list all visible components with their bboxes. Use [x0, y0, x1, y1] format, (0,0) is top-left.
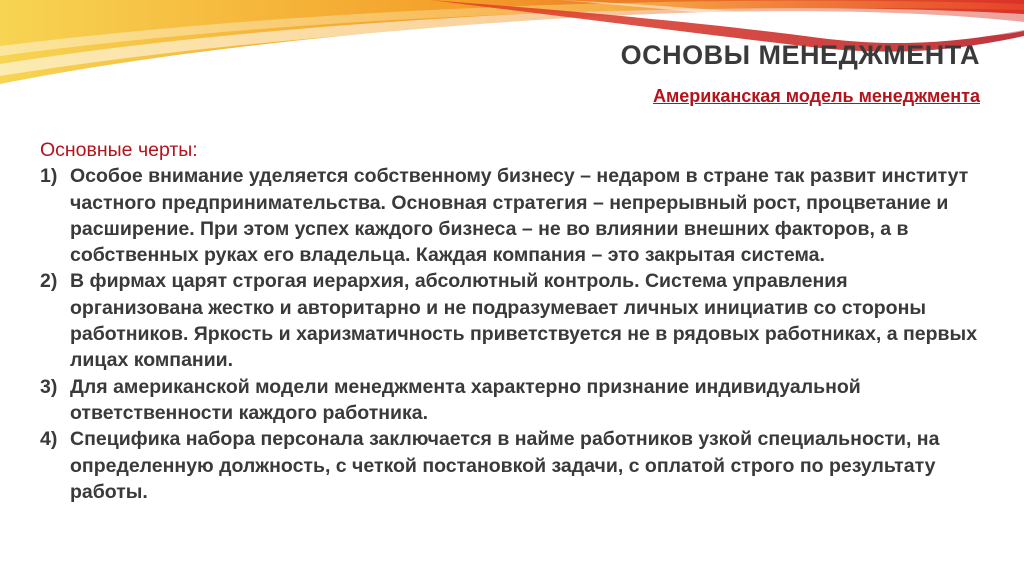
feature-list [40, 163, 985, 505]
page-subtitle: Американская модель менеджмента [652, 86, 980, 106]
section-heading: Основные черты: [40, 139, 198, 161]
list-item-number: 2) [40, 270, 58, 293]
list-item [40, 374, 985, 427]
list-item-text: Особое внимание уделяется собственному бизнесу – недаром в стране так развит институт частного предпринимательства. Основная стратегия – непрерывный рост, процветание и расширение. При этом успех каждого бизнеса – не во влиянии внешних факторов, а в собственных руках его владельца. Каждая компания – это закрытая система. [70, 165, 969, 267]
list-item [40, 268, 985, 373]
list-item [40, 163, 985, 268]
list-item [40, 426, 985, 505]
list-item-number: 4) [40, 428, 58, 451]
list-item-text: В фирмах царят строгая иерархия, абсолютный контроль. Система управления организована жестко и авторитарно и не подразумевает личных инициатив со стороны работников. Яркость и харизматичность приветствуется не в рядовых работниках, а первых лицах компании. [70, 270, 978, 372]
page-title: ОСНОВЫ МЕНЕДЖМЕНТА [620, 40, 980, 70]
list-item-number: 1) [40, 165, 58, 188]
slide-content [40, 137, 985, 505]
list-item-number: 3) [40, 375, 58, 398]
list-item-text: Для американской модели менеджмента характерно признание индивидуальной ответственности каждого работника. [70, 375, 861, 424]
list-item-text: Специфика набора персонала заключается в найме работников узкой специальности, на определенную должность, с четкой постановкой задачи, с оплатой строго по результату работы. [70, 428, 940, 503]
